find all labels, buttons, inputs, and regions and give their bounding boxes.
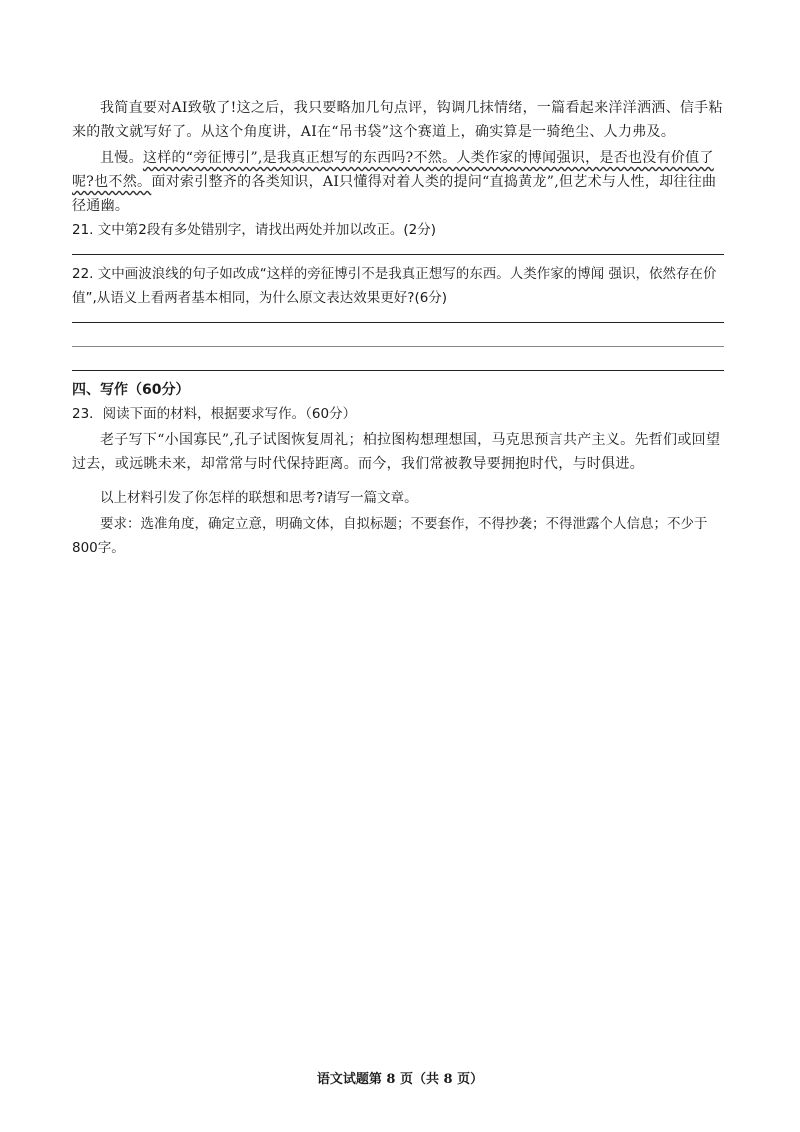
question-22 [72, 262, 728, 310]
answer-line-21[interactable] [72, 254, 724, 255]
writing-prompt: 以上材料引发了你怎样的联想和思考?请写一篇文章。 [100, 490, 418, 506]
question-23-text: 23．阅读下面的材料，根据要求写作。（60分） [72, 406, 357, 422]
section-title: 四、写作（60分） [72, 382, 190, 398]
passage-p2-lead: 且慢。 [100, 150, 143, 166]
answer-line-22-3[interactable] [72, 370, 724, 371]
answer-line-22-2[interactable] [72, 346, 724, 347]
question-21-text: 21. 文中第2段有多处错别字，请找出两处并加以改正。(2分) [72, 222, 436, 238]
passage-paragraph-1: 我简直要对AI致敬了!这之后，我只要略加几句点评，钩调几抹情绪，一篇看起来洋洋洒洒、信手粘来的散文就写好了。从这个角度讲，AI在“吊书袋”这个赛道上，确实算是一骑绝尘、人力弗及。 [72, 100, 723, 140]
page-footer: 语文试题第 8 页（共 8 页） [316, 1072, 484, 1087]
writing-section [72, 378, 728, 560]
passage-paragraph-2 [72, 146, 728, 218]
writing-requirements: 要求：选准角度，确定立意，明确文体，自拟标题；不要套作，不得抄袭；不得泄露个人信息；不少于 800字。 [72, 516, 708, 556]
wavy-underlined-sentence: 这样的“旁征博引”,是我真正想写的东西吗?不然。人类作家的博闻强识，是否也没有价值了呢?也不然。 [72, 150, 714, 190]
writing-material: 老子写下“小国寡民”,孔子试图恢复周礼；柏拉图构想理想国，马克思预言共产主义。先哲们或回望过去，或远眺未来，却常常与时代保持距离。而今，我们常被教导要拥抱时代，与时俱进。 [72, 432, 721, 472]
question-22-text: 22. 文中画波浪线的句子如改成“这样的旁征博引不是我真正想写的东西。人类作家的博闻 强识，依然存在价值”,从语义上看两者基本相同，为什么原文表达效果更好?(6分) [72, 266, 717, 306]
answer-line-22-1[interactable] [72, 322, 724, 323]
passage [72, 96, 728, 218]
question-21 [72, 218, 728, 242]
passage-p2-tail: 面对索引整齐的各类知识，AI只懂得对着人类的提问“直捣黄龙”,但艺术与人性，却往往曲径通幽。 [72, 174, 717, 214]
